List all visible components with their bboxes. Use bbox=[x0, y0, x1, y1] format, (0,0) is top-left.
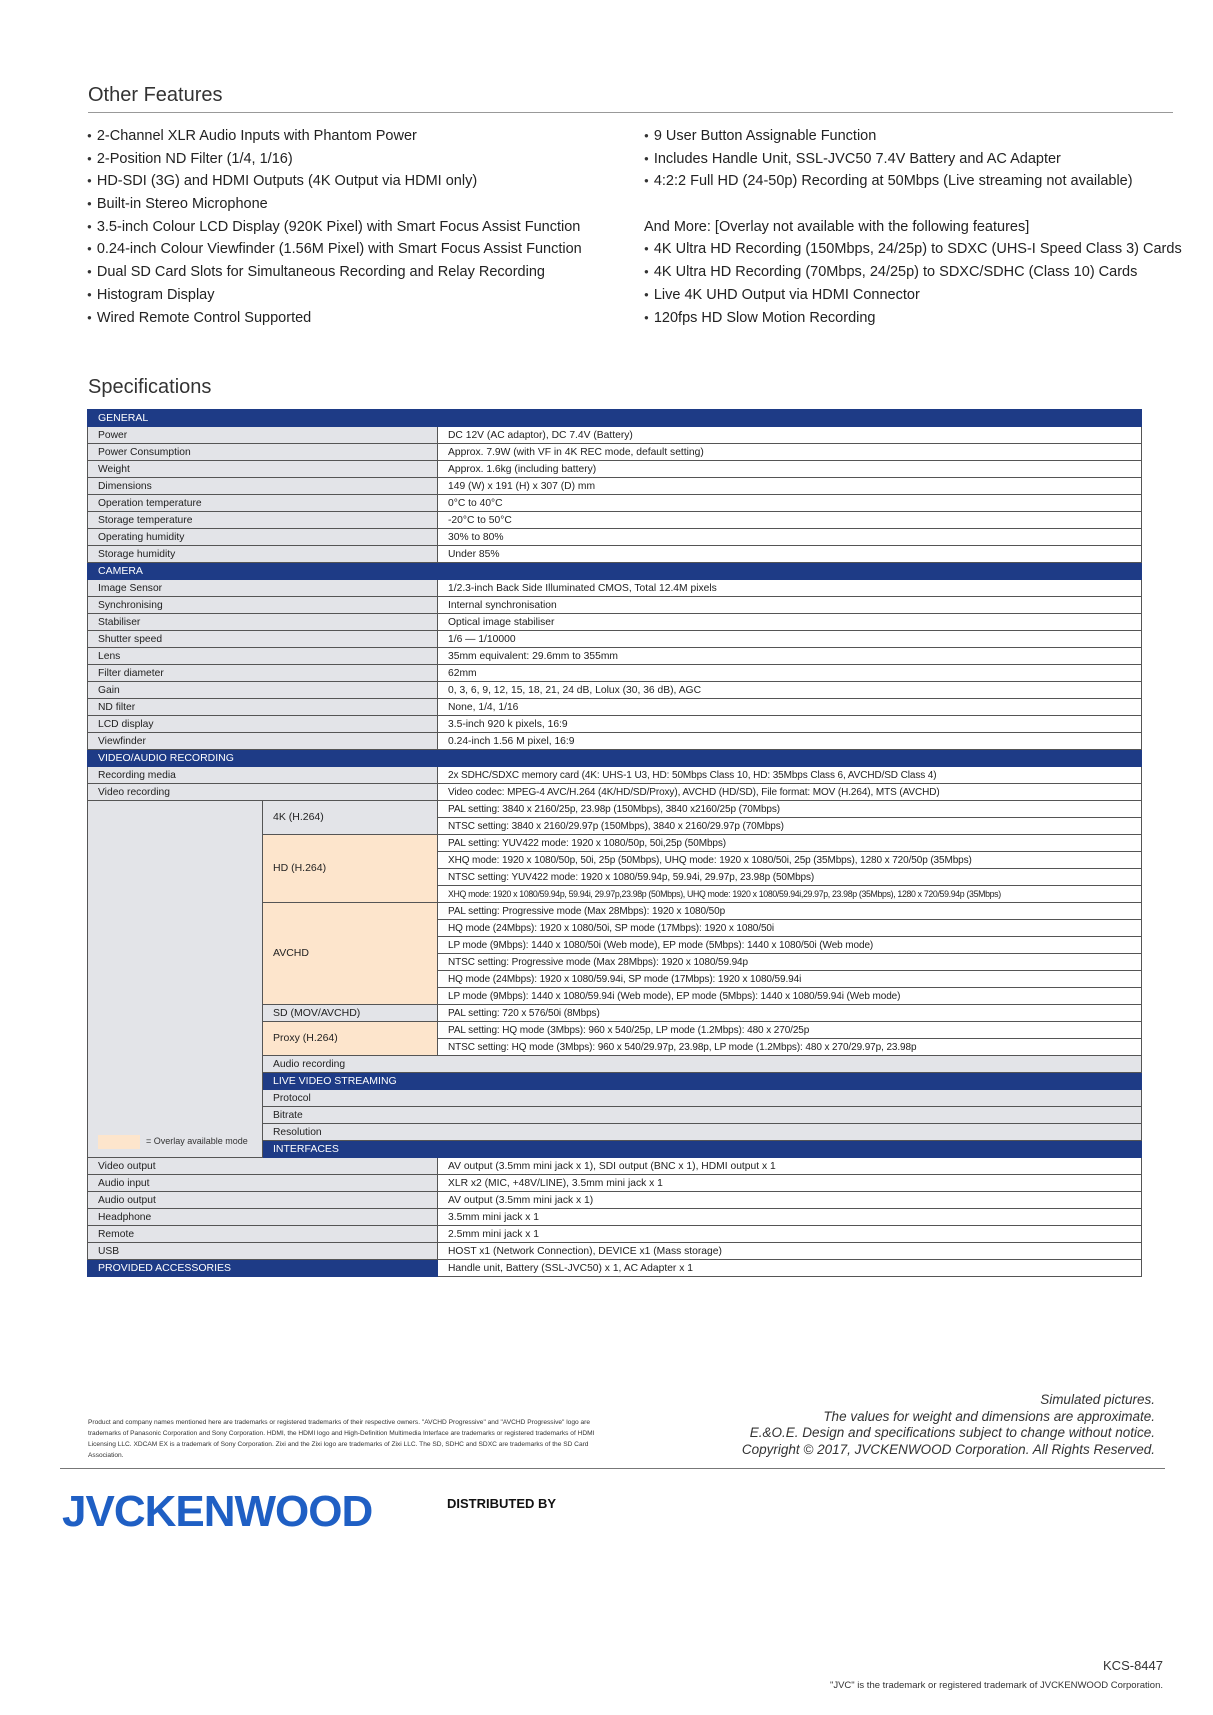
spec-value: NTSC setting: Progressive mode (Max 28Mbps): 1920 x 1080/59.94p bbox=[438, 954, 1142, 971]
feature-item: ● 4K Ultra HD Recording (150Mbps, 24/25p) to SDXC (UHS-I Speed Class 3) Cards bbox=[644, 238, 1182, 261]
section-header-accessories: PROVIDED ACCESSORIES bbox=[88, 1260, 438, 1277]
spec-value: 3.5-inch 920 k pixels, 16:9 bbox=[438, 716, 1142, 733]
spec-row bbox=[88, 1209, 1142, 1226]
overlay-legend-cell bbox=[88, 801, 263, 1158]
spec-label: LCD display bbox=[88, 716, 438, 733]
spec-row bbox=[88, 1226, 1142, 1243]
spec-value: 1/2.3-inch Back Side Illuminated CMOS, Total 12.4M pixels bbox=[438, 580, 1142, 597]
spec-row bbox=[88, 427, 1142, 444]
section-header-camera bbox=[88, 563, 1142, 580]
spec-value: 3.5mm mini jack x 1 bbox=[438, 1209, 1142, 1226]
spec-value: XHQ mode: 1920 x 1080/50p, 50i, 25p (50Mbps), UHQ mode: 1920 x 1080/50i, 25p (35Mbps), 1280 x 720/50p (35Mbps) bbox=[438, 852, 1142, 869]
spec-row bbox=[88, 512, 1142, 529]
jvckenwood-logo: JVCKENWOOD bbox=[62, 1487, 373, 1536]
spec-value: Approx. 1.6kg (including battery) bbox=[438, 461, 1142, 478]
distributed-by-label: DISTRIBUTED BY bbox=[447, 1496, 557, 1511]
feature-item: ● Live 4K UHD Output via HDMI Connector bbox=[644, 284, 1182, 307]
feature-item: ● Built-in Stereo Microphone bbox=[87, 193, 582, 216]
feature-item: ● 2-Channel XLR Audio Inputs with Phantom Power bbox=[87, 125, 582, 148]
feature-item: ● Histogram Display bbox=[87, 284, 582, 307]
spec-value: Internal synchronisation bbox=[438, 597, 1142, 614]
spec-row bbox=[88, 580, 1142, 597]
feature-item: ● Wired Remote Control Supported bbox=[87, 307, 582, 330]
spec-label: Gain bbox=[88, 682, 438, 699]
other-features-rule bbox=[88, 112, 1173, 113]
spec-label: Operating humidity bbox=[88, 529, 438, 546]
trademark-disclaimer: Product and company names mentioned here are trademarks or registered trademarks of their respective owners. "AVCHD Progressive" and "AVCHD Progressive" logo are trademarks of Panasonic Corporation and Sony Corporation. HDMI, the HDMI logo and High-Definition Multimedia Interface are trademarks or registered trademarks of HDMI Licensing LLC. XDCAM EX is a trademark of Sony Corporation. Zixi and the Zixi logo are trademarks of Zixi LLC. The SD, SDHC and SDXC are trademarks of the SD Card Association. bbox=[88, 1419, 595, 1459]
spec-label: Video recording bbox=[88, 784, 438, 801]
features-right-list bbox=[644, 125, 1182, 329]
spec-row bbox=[88, 461, 1142, 478]
spec-value: PAL setting: 3840 x 2160/25p, 23.98p (150Mbps), 3840 x2160/25p (70Mbps) bbox=[438, 801, 1142, 818]
section-header-label: VIDEO/AUDIO RECORDING bbox=[88, 750, 1142, 767]
spec-value: LP mode (9Mbps): 1440 x 1080/50i (Web mode), EP mode (5Mbps): 1440 x 1080/50i (Web mode) bbox=[438, 937, 1142, 954]
spec-label: Audio output bbox=[88, 1192, 438, 1209]
spec-value: XHQ mode: 1920 x 1080/59.94p, 59.94i, 29.97p,23.98p (50Mbps), UHQ mode: 1920 x 1080/59.94i,29.97p, 23.98p (35Mbps), 1280 x 720/59.94p (35Mbps) bbox=[438, 886, 1142, 903]
spec-value: AV output (3.5mm mini jack x 1) bbox=[438, 1192, 1142, 1209]
spec-row bbox=[88, 648, 1142, 665]
spec-row bbox=[88, 801, 1142, 818]
spec-row bbox=[88, 733, 1142, 750]
spec-value: HQ mode (24Mbps): 1920 x 1080/50i, SP mode (17Mbps): 1920 x 1080/50i bbox=[438, 920, 1142, 937]
spec-label: Storage temperature bbox=[88, 512, 438, 529]
spec-value: NTSC setting: HQ mode (3Mbps): 960 x 540/29.97p, 23.98p, LP mode (1.2Mbps): 480 x 270/29.97p, 23.98p bbox=[438, 1039, 1142, 1056]
feature-item: ● 0.24-inch Colour Viewfinder (1.56M Pixel) with Smart Focus Assist Function bbox=[87, 238, 582, 261]
spec-row bbox=[88, 716, 1142, 733]
jvc-trademark-note: "JVC" is the trademark or registered trademark of JVCKENWOOD Corporation. bbox=[829, 1680, 1163, 1691]
footer-divider bbox=[60, 1468, 1165, 1469]
spec-label: ND filter bbox=[88, 699, 438, 716]
section-header-label: LIVE VIDEO STREAMING bbox=[263, 1073, 1142, 1090]
spec-label: Power bbox=[88, 427, 438, 444]
notice-line: The values for weight and dimensions are approximate. bbox=[823, 1408, 1155, 1424]
spec-label: Stabiliser bbox=[88, 614, 438, 631]
spec-row bbox=[88, 665, 1142, 682]
spec-row bbox=[88, 699, 1142, 716]
spec-row bbox=[88, 597, 1142, 614]
spec-value: PAL setting: YUV422 mode: 1920 x 1080/50p, 50i,25p (50Mbps) bbox=[438, 835, 1142, 852]
spec-row bbox=[88, 631, 1142, 648]
spec-label: Headphone bbox=[88, 1209, 438, 1226]
overlay-legend-label: = Overlay available mode bbox=[146, 1136, 248, 1146]
spec-row bbox=[88, 614, 1142, 631]
notice-block bbox=[742, 1392, 1155, 1458]
spec-label: Recording media bbox=[88, 767, 438, 784]
spec-label: Bitrate bbox=[263, 1107, 1142, 1124]
spec-row-accessories bbox=[88, 1260, 1142, 1277]
spec-value: -20°C to 50°C bbox=[438, 512, 1142, 529]
spec-label: Dimensions bbox=[88, 478, 438, 495]
spec-value: 0°C to 40°C bbox=[438, 495, 1142, 512]
feature-item: ● 4:2:2 Full HD (24-50p) Recording at 50Mbps (Live streaming not available) bbox=[644, 170, 1182, 193]
feature-item: ● 3.5-inch Colour LCD Display (920K Pixel) with Smart Focus Assist Function bbox=[87, 216, 582, 239]
spec-value: Video codec: MPEG-4 AVC/H.264 (4K/HD/SD/Proxy), AVCHD (HD/SD), File format: MOV (H.264), MTS (AVCHD) bbox=[438, 784, 1142, 801]
spec-value: HOST x1 (Network Connection), DEVICE x1 (Mass storage) bbox=[438, 1243, 1142, 1260]
notice-line: Simulated pictures. bbox=[1040, 1392, 1155, 1407]
specifications-table bbox=[87, 409, 1142, 1277]
spec-label: Video output bbox=[88, 1158, 438, 1175]
spec-value: 0.24-inch 1.56 M pixel, 16:9 bbox=[438, 733, 1142, 750]
spec-row bbox=[88, 1158, 1142, 1175]
section-header-label: CAMERA bbox=[88, 563, 1142, 580]
feature-item: ● Includes Handle Unit, SSL-JVC50 7.4V Battery and AC Adapter bbox=[644, 148, 1182, 171]
spec-label: Operation temperature bbox=[88, 495, 438, 512]
spec-row bbox=[88, 546, 1142, 563]
spec-label: USB bbox=[88, 1243, 438, 1260]
spec-value: Handle unit, Battery (SSL-JVC50) x 1, AC Adapter x 1 bbox=[438, 1260, 1142, 1277]
spec-value: 2.5mm mini jack x 1 bbox=[438, 1226, 1142, 1243]
spec-label: Protocol bbox=[263, 1090, 1142, 1107]
specifications-title: Specifications bbox=[88, 376, 212, 398]
spec-row bbox=[88, 767, 1142, 784]
spec-value: 0, 3, 6, 9, 12, 15, 18, 21, 24 dB, Lolux (30, 36 dB), AGC bbox=[438, 682, 1142, 699]
features-left-list bbox=[87, 125, 582, 329]
feature-item: ● Dual SD Card Slots for Simultaneous Recording and Relay Recording bbox=[87, 261, 582, 284]
section-header-label: GENERAL bbox=[88, 410, 1142, 427]
spec-label: Synchronising bbox=[88, 597, 438, 614]
spec-value: NTSC setting: 3840 x 2160/29.97p (150Mbps), 3840 x 2160/29.97p (70Mbps) bbox=[438, 818, 1142, 835]
spec-row bbox=[88, 1192, 1142, 1209]
section-header-recording bbox=[88, 750, 1142, 767]
spec-value: Approx. 7.9W (with VF in 4K REC mode, default setting) bbox=[438, 444, 1142, 461]
feature-item: ● 120fps HD Slow Motion Recording bbox=[644, 307, 1182, 330]
feature-item: ● 2-Position ND Filter (1/4, 1/16) bbox=[87, 148, 582, 171]
spec-row bbox=[88, 444, 1142, 461]
spec-row bbox=[88, 478, 1142, 495]
mode-label-proxy: Proxy (H.264) bbox=[263, 1022, 438, 1056]
spec-row bbox=[88, 1243, 1142, 1260]
spec-value: None, 1/4, 1/16 bbox=[438, 699, 1142, 716]
spec-value: Optical image stabiliser bbox=[438, 614, 1142, 631]
spec-value: 62mm bbox=[438, 665, 1142, 682]
spec-label: Audio recording bbox=[263, 1056, 1142, 1073]
spec-value: LP mode (9Mbps): 1440 x 1080/59.94i (Web mode), EP mode (5Mbps): 1440 x 1080/59.94i (Web mode) bbox=[438, 988, 1142, 1005]
other-features-title: Other Features bbox=[88, 84, 223, 106]
notice-line: Copyright © 2017, JVCKENWOOD Corporation. All Rights Reserved. bbox=[741, 1441, 1155, 1457]
spec-label: Lens bbox=[88, 648, 438, 665]
spec-value: PAL setting: 720 x 576/50i (8Mbps) bbox=[438, 1005, 1142, 1022]
spec-row bbox=[88, 529, 1142, 546]
section-header-general bbox=[88, 410, 1142, 427]
spec-label: Remote bbox=[88, 1226, 438, 1243]
mode-label-hd: HD (H.264) bbox=[263, 835, 438, 903]
and-more-heading: And More: [Overlay not available with the following features] bbox=[644, 218, 1030, 235]
spec-value: AV output (3.5mm mini jack x 1), SDI output (BNC x 1), HDMI output x 1 bbox=[438, 1158, 1142, 1175]
spec-value: PAL setting: HQ mode (3Mbps): 960 x 540/25p, LP mode (1.2Mbps): 480 x 270/25p bbox=[438, 1022, 1142, 1039]
spec-value: DC 12V (AC adaptor), DC 7.4V (Battery) bbox=[438, 427, 1142, 444]
spec-value: Under 85% bbox=[438, 546, 1142, 563]
spec-label: Storage humidity bbox=[88, 546, 438, 563]
spec-label: Viewfinder bbox=[88, 733, 438, 750]
overlay-swatch bbox=[98, 1135, 140, 1149]
spec-label: Image Sensor bbox=[88, 580, 438, 597]
notice-line: E.&O.E. Design and specifications subject to change without notice. bbox=[749, 1425, 1155, 1440]
mode-label-4k: 4K (H.264) bbox=[263, 801, 438, 835]
spec-label: Filter diameter bbox=[88, 665, 438, 682]
document-code: KCS-8447 bbox=[1103, 1658, 1163, 1673]
section-header-label: INTERFACES bbox=[263, 1141, 1142, 1158]
spec-value: 35mm equivalent: 29.6mm to 355mm bbox=[438, 648, 1142, 665]
spec-value: 30% to 80% bbox=[438, 529, 1142, 546]
mode-label-sd: SD (MOV/AVCHD) bbox=[263, 1005, 438, 1022]
spec-value: 2x SDHC/SDXC memory card (4K: UHS-1 U3, HD: 50Mbps Class 10, HD: 35Mbps Class 6, AVCHD/SD Class 4) bbox=[438, 767, 1142, 784]
spec-value: 149 (W) x 191 (H) x 307 (D) mm bbox=[438, 478, 1142, 495]
spec-value: HQ mode (24Mbps): 1920 x 1080/59.94i, SP mode (17Mbps): 1920 x 1080/59.94i bbox=[438, 971, 1142, 988]
feature-item: ● 9 User Button Assignable Function bbox=[644, 125, 1182, 148]
spec-value: PAL setting: Progressive mode (Max 28Mbps): 1920 x 1080/50p bbox=[438, 903, 1142, 920]
feature-item: ● 4K Ultra HD Recording (70Mbps, 24/25p) to SDXC/SDHC (Class 10) Cards bbox=[644, 261, 1182, 284]
spec-value: 1/6 — 1/10000 bbox=[438, 631, 1142, 648]
spec-label: Weight bbox=[88, 461, 438, 478]
spec-label: Audio input bbox=[88, 1175, 438, 1192]
mode-label-avchd: AVCHD bbox=[263, 903, 438, 1005]
overlay-legend bbox=[98, 1134, 248, 1149]
spec-label: Shutter speed bbox=[88, 631, 438, 648]
spec-row bbox=[88, 495, 1142, 512]
spec-row bbox=[88, 1175, 1142, 1192]
spec-row bbox=[88, 682, 1142, 699]
spec-label: Power Consumption bbox=[88, 444, 438, 461]
feature-item: ● HD-SDI (3G) and HDMI Outputs (4K Output via HDMI only) bbox=[87, 170, 582, 193]
spec-value: NTSC setting: YUV422 mode: 1920 x 1080/59.94p, 59.94i, 29.97p, 23.98p (50Mbps) bbox=[438, 869, 1142, 886]
spec-value: XLR x2 (MIC, +48V/LINE), 3.5mm mini jack x 1 bbox=[438, 1175, 1142, 1192]
spec-label: Resolution bbox=[263, 1124, 1142, 1141]
spec-row bbox=[88, 784, 1142, 801]
